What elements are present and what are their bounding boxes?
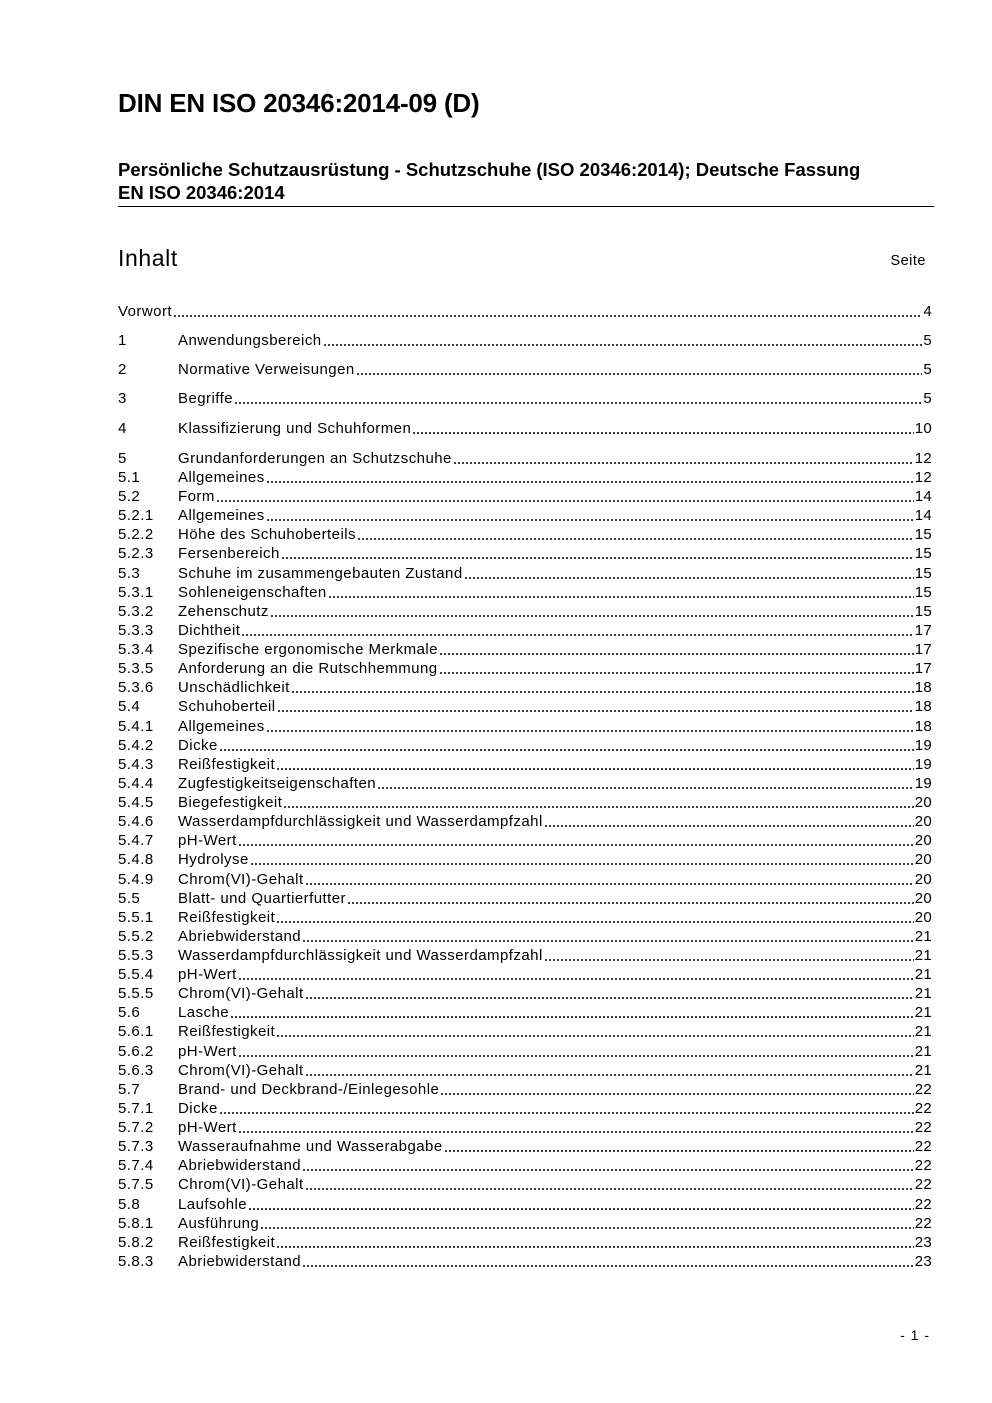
- toc-entry-title: Ausführung: [178, 1214, 260, 1232]
- toc-entry-page: 22: [914, 1157, 932, 1175]
- toc-entry-page: 21: [914, 947, 932, 964]
- toc-entry-number: 5.3.1: [118, 583, 154, 601]
- toc-entry[interactable]: [118, 697, 932, 716]
- toc-entry-title: Chrom(VI)-Gehalt: [178, 1061, 304, 1079]
- toc-entry-page: 17: [914, 641, 932, 659]
- toc-entry-page: 22: [914, 1214, 932, 1232]
- toc-dot-leader: [439, 672, 914, 674]
- toc-entry-title: Abriebwiderstand: [178, 1157, 302, 1175]
- toc-entry[interactable]: [118, 506, 932, 525]
- toc-entry[interactable]: [118, 389, 932, 408]
- toc-entry-number: 5.2: [118, 488, 141, 506]
- toc-dot-leader: [238, 1055, 914, 1057]
- toc-dot-leader: [412, 432, 913, 434]
- toc-entry-number: 5.7.3: [118, 1138, 154, 1156]
- toc-entry-title: Abriebwiderstand: [178, 1252, 302, 1270]
- toc-entry-number: 5.4.5: [118, 794, 154, 812]
- toc-entry-page: 20: [914, 908, 932, 926]
- toc-entry[interactable]: [118, 870, 932, 889]
- toc-entry-title: Brand- und Deckbrand-/Einlegesohle: [178, 1080, 440, 1098]
- toc-entry-title: Dichtheit: [178, 621, 241, 639]
- toc-entry-title: Dicke: [178, 736, 218, 754]
- toc-entry-number: 5.3.3: [118, 621, 154, 639]
- toc-dot-leader: [439, 653, 914, 655]
- toc-dot-leader: [444, 1150, 914, 1152]
- toc-entry-number: 5.7: [118, 1080, 141, 1098]
- toc-entry-page: 14: [914, 488, 932, 506]
- toc-dot-leader: [440, 1093, 913, 1095]
- toc-entry-number: 5.5.4: [118, 966, 154, 984]
- toc-entry-page: 17: [914, 660, 932, 678]
- toc-entry-page: 15: [914, 545, 932, 563]
- toc-entry[interactable]: [118, 736, 932, 755]
- toc-entry-number: 5.3: [118, 564, 141, 582]
- toc-entry-title: Grundanforderungen an Schutzschuhe: [178, 450, 452, 467]
- toc-entry-page: 21: [914, 985, 932, 1003]
- toc-entry-number: 3: [118, 390, 127, 407]
- toc-entry-number: 5.8.2: [118, 1233, 154, 1251]
- toc-dot-leader: [270, 615, 914, 617]
- toc-dot-leader: [238, 1131, 914, 1133]
- toc-entry[interactable]: [118, 1156, 932, 1175]
- toc-entry-title: Hydrolyse: [178, 851, 249, 869]
- toc-entry[interactable]: [118, 1061, 932, 1080]
- document-subtitle: [118, 158, 933, 204]
- toc-entry[interactable]: [118, 1214, 932, 1233]
- toc-entry[interactable]: [118, 331, 932, 350]
- toc-entry[interactable]: [118, 1195, 932, 1214]
- subtitle-line-1: Persönliche Schutzausrüstung - Schutzschuhe (ISO 20346:2014); Deutsche Fassung: [118, 159, 861, 180]
- toc-dot-leader: [302, 940, 914, 942]
- toc-entry-page: 18: [914, 717, 932, 735]
- toc-dot-leader: [238, 844, 914, 846]
- toc-dot-leader: [347, 902, 914, 904]
- toc-entry-title: Laufsohle: [178, 1195, 248, 1213]
- toc-dot-leader: [276, 1035, 914, 1037]
- toc-entry-title: Zehenschutz: [178, 602, 269, 620]
- toc-entry-title: pH-Wert: [178, 1042, 237, 1060]
- toc-entry-page: 15: [914, 602, 932, 620]
- toc-entry-title: pH-Wert: [178, 832, 237, 850]
- toc-dot-leader: [250, 863, 914, 865]
- toc-entry-title: Reißfestigkeit: [178, 908, 276, 926]
- toc-entry-page: 20: [914, 813, 932, 831]
- toc-entry-number: 5.3.4: [118, 641, 154, 659]
- toc-entry[interactable]: [118, 984, 932, 1003]
- toc-dot-leader: [305, 997, 914, 999]
- toc-dot-leader: [276, 1246, 914, 1248]
- toc-entry[interactable]: [118, 793, 932, 812]
- toc-entry-title: Klassifizierung und Schuhformen: [178, 420, 412, 437]
- document-title: DIN EN ISO 20346:2014-09 (D): [118, 88, 480, 118]
- toc-entry-title: Sohleneigenschaften: [178, 583, 327, 601]
- toc-entry-page: 19: [914, 755, 932, 773]
- toc-entry-page: 22: [914, 1195, 932, 1213]
- toc-entry[interactable]: [118, 659, 932, 678]
- toc-entry[interactable]: [118, 1080, 932, 1099]
- toc-entry-title: Chrom(VI)-Gehalt: [178, 870, 304, 888]
- toc-entry-number: 5.4.2: [118, 736, 154, 754]
- toc-entry[interactable]: [118, 583, 932, 602]
- toc-entry-title: Wasserdampfdurchlässigkeit und Wasserdampfzahl: [178, 947, 543, 964]
- toc-entry-number: 5.7.5: [118, 1176, 154, 1194]
- toc-entry-number: 5.7.4: [118, 1157, 154, 1175]
- toc-dot-leader: [305, 1074, 914, 1076]
- toc-entry-number: 5.6.3: [118, 1061, 154, 1079]
- toc-entry-title: Fersenbereich: [178, 545, 280, 563]
- toc-entry[interactable]: [118, 908, 932, 927]
- toc-entry[interactable]: [118, 487, 932, 506]
- toc-dot-leader: [266, 481, 914, 483]
- toc-entry-page: 21: [914, 927, 932, 945]
- toc-entry-number: 5: [118, 450, 127, 467]
- toc-entry[interactable]: [118, 602, 932, 621]
- toc-entry-title: Reißfestigkeit: [178, 1233, 276, 1251]
- toc-entry-number: 5.3.6: [118, 679, 154, 697]
- toc-entry-page: 20: [914, 889, 932, 907]
- toc-dot-leader: [241, 634, 913, 636]
- toc-entry[interactable]: [118, 850, 932, 869]
- toc-entry-number: 1: [118, 332, 127, 349]
- toc-entry-title: Schuhoberteil: [178, 698, 276, 716]
- toc-entry[interactable]: [118, 621, 932, 640]
- toc-entry-number: 2: [118, 361, 127, 378]
- toc-entry-title: Begriffe: [178, 390, 234, 407]
- toc-entry-title: Zugfestigkeitseigenschaften: [178, 774, 377, 792]
- toc-entry-title: Abriebwiderstand: [178, 927, 302, 945]
- toc-entry[interactable]: [118, 640, 932, 659]
- toc-dot-leader: [248, 1208, 914, 1210]
- toc-dot-leader: [544, 825, 914, 827]
- toc-entry-title: pH-Wert: [178, 1119, 237, 1137]
- toc-entry-title: Wasseraufnahme und Wasserabgabe: [178, 1138, 443, 1156]
- toc-entry-number: 5.1: [118, 469, 141, 486]
- toc-entry[interactable]: [118, 419, 932, 438]
- toc-entry-page: 17: [914, 621, 932, 639]
- toc-entry-page: 12: [914, 450, 932, 467]
- toc-entry-number: 5.4.6: [118, 813, 154, 831]
- toc-entry[interactable]: [118, 965, 932, 984]
- toc-entry-page: 18: [914, 698, 932, 716]
- toc-entry[interactable]: [118, 927, 932, 946]
- toc-dot-leader: [230, 1016, 914, 1018]
- subtitle-line-2: EN ISO 20346:2014: [118, 182, 285, 203]
- toc-dot-leader: [216, 500, 914, 502]
- toc-dot-leader: [302, 1169, 914, 1171]
- toc-entry-number: 5.4: [118, 698, 141, 716]
- toc-entry[interactable]: [118, 525, 932, 544]
- toc-entry-number: 5.2.2: [118, 526, 154, 544]
- toc-entry-title: Spezifische ergonomische Merkmale: [178, 641, 438, 659]
- toc-entry-number: 5.6: [118, 1004, 141, 1022]
- toc-entry-number: 5.8: [118, 1195, 141, 1213]
- toc-entry-number: 5.4.9: [118, 870, 154, 888]
- toc-dot-leader: [219, 1112, 914, 1114]
- toc-entry-page: 21: [914, 1061, 932, 1079]
- toc-entry-page: 12: [914, 469, 932, 486]
- toc-entry-title: Reißfestigkeit: [178, 1023, 276, 1041]
- toc-dot-leader: [305, 1188, 914, 1190]
- toc-entry-page: 4: [923, 303, 932, 320]
- toc-entry[interactable]: [118, 1137, 932, 1156]
- toc-entry-title: Anwendungsbereich: [178, 332, 322, 349]
- toc-entry[interactable]: [118, 1175, 932, 1194]
- toc-entry-number: 5.7.1: [118, 1099, 154, 1117]
- toc-entry-page: 19: [914, 736, 932, 754]
- toc-entry-number: 5.5: [118, 889, 141, 907]
- toc-dot-leader: [266, 730, 914, 732]
- toc-entry-number: 5.8.3: [118, 1252, 154, 1270]
- toc-entry-page: 20: [914, 832, 932, 850]
- toc-entry-page: 5: [923, 390, 932, 407]
- toc-dot-leader: [302, 1265, 914, 1267]
- toc-dot-leader: [283, 806, 913, 808]
- toc-entry-title: Allgemeines: [178, 717, 265, 735]
- title-divider: [118, 206, 934, 207]
- toc-entry[interactable]: [118, 831, 932, 850]
- toc-entry[interactable]: [118, 302, 932, 321]
- toc-entry-number: 5.4.3: [118, 755, 154, 773]
- toc-entry-number: 5.3.5: [118, 660, 154, 678]
- toc-entry-page: 15: [914, 583, 932, 601]
- toc-dot-leader: [276, 768, 914, 770]
- toc-entry-page: 22: [914, 1119, 932, 1137]
- toc-entry[interactable]: [118, 889, 932, 908]
- toc-entry-title: Chrom(VI)-Gehalt: [178, 985, 304, 1003]
- toc-dot-leader: [234, 402, 922, 404]
- toc-dot-leader: [357, 538, 914, 540]
- toc-page-column-label: Seite: [890, 253, 926, 269]
- toc-entry-number: 4: [118, 420, 127, 437]
- toc-entry-page: 23: [914, 1252, 932, 1270]
- toc-entry-title: Normative Verweisungen: [178, 361, 355, 378]
- toc-dot-leader: [291, 691, 914, 693]
- toc-dot-leader: [277, 710, 914, 712]
- toc-entry[interactable]: [118, 468, 932, 487]
- toc-entry[interactable]: [118, 812, 932, 831]
- toc-dot-leader: [328, 596, 914, 598]
- toc-entry-number: 5.5.2: [118, 927, 154, 945]
- toc-heading: Inhalt: [118, 245, 178, 271]
- toc-entry-title: Höhe des Schuhoberteils: [178, 526, 356, 544]
- toc-entry-page: 21: [914, 1042, 932, 1060]
- toc-entry[interactable]: [118, 1099, 932, 1118]
- toc-entry-page: 19: [914, 774, 932, 792]
- toc-dot-leader: [219, 749, 914, 751]
- toc-entry-title: Lasche: [178, 1004, 230, 1022]
- toc-entry-title: Schuhe im zusammengebauten Zustand: [178, 564, 463, 582]
- toc-entry[interactable]: [118, 1252, 932, 1271]
- toc-entry[interactable]: [118, 755, 932, 774]
- toc-entry-page: 21: [914, 1004, 932, 1022]
- toc-entry-title: Wasserdampfdurchlässigkeit und Wasserdampfzahl: [178, 813, 543, 831]
- toc-entry[interactable]: [118, 946, 932, 965]
- toc-entry-title: pH-Wert: [178, 966, 237, 984]
- toc-entry-page: 5: [923, 361, 932, 378]
- toc-entry-number: 5.4.7: [118, 832, 154, 850]
- toc-entry[interactable]: [118, 1003, 932, 1022]
- toc-entry-title: Chrom(VI)-Gehalt: [178, 1176, 304, 1194]
- toc-entry[interactable]: [118, 564, 932, 583]
- toc-dot-leader: [260, 1227, 913, 1229]
- toc-entry-title: Allgemeines: [178, 469, 265, 486]
- toc-dot-leader: [305, 883, 914, 885]
- toc-dot-leader: [323, 344, 923, 346]
- toc-entry-page: 22: [914, 1080, 932, 1098]
- toc-entry-number: 5.6.2: [118, 1042, 154, 1060]
- toc-entry-title: Reißfestigkeit: [178, 755, 276, 773]
- toc-dot-leader: [281, 557, 914, 559]
- toc-dot-leader: [173, 315, 922, 317]
- toc-entry[interactable]: [118, 449, 932, 468]
- toc-entry-page: 21: [914, 1023, 932, 1041]
- page-number: - 1 -: [900, 1327, 930, 1343]
- toc-entry[interactable]: [118, 717, 932, 736]
- toc-dot-leader: [544, 959, 914, 961]
- toc-entry-page: 14: [914, 507, 932, 525]
- toc-dot-leader: [377, 787, 914, 789]
- toc-entry-number: 5.4.4: [118, 774, 154, 792]
- toc-entry[interactable]: [118, 1233, 932, 1252]
- toc-entry-title: Biegefestigkeit: [178, 794, 283, 812]
- toc-entry-page: 22: [914, 1138, 932, 1156]
- toc-entry-page: 21: [914, 966, 932, 984]
- toc-dot-leader: [276, 921, 914, 923]
- toc-entry-title: Vorwort: [118, 303, 173, 320]
- toc-entry-page: 20: [914, 851, 932, 869]
- toc-entry-number: 5.4.1: [118, 717, 154, 735]
- toc-entry-page: 15: [914, 526, 932, 544]
- toc-entry-title: Unschädlichkeit: [178, 679, 290, 697]
- toc-entry-page: 22: [914, 1176, 932, 1194]
- toc-entry[interactable]: [118, 1022, 932, 1041]
- toc-entry-number: 5.5.3: [118, 947, 154, 964]
- toc-entry[interactable]: [118, 774, 932, 793]
- toc-entry[interactable]: [118, 544, 932, 563]
- toc-entry-page: 20: [914, 870, 932, 888]
- toc-entry[interactable]: [118, 1042, 932, 1061]
- toc-dot-leader: [464, 577, 914, 579]
- toc-entry[interactable]: [118, 1118, 932, 1137]
- toc-entry[interactable]: [118, 678, 932, 697]
- toc-entry-number: 5.7.2: [118, 1119, 154, 1137]
- toc-entry-title: Allgemeines: [178, 507, 265, 525]
- toc-dot-leader: [356, 373, 923, 375]
- toc-entry-page: 5: [923, 332, 932, 349]
- toc-entry-number: 5.3.2: [118, 602, 154, 620]
- toc-entry-page: 18: [914, 679, 932, 697]
- toc-entry-title: Dicke: [178, 1099, 218, 1117]
- toc-dot-leader: [266, 519, 914, 521]
- toc-entry-page: 10: [914, 420, 932, 437]
- toc-entry-title: Form: [178, 488, 215, 506]
- toc-entry-number: 5.5.5: [118, 985, 154, 1003]
- toc-entry-page: 15: [914, 564, 932, 582]
- toc-dot-leader: [238, 978, 914, 980]
- toc-entry-number: 5.6.1: [118, 1023, 154, 1041]
- toc-entry-number: 5.4.8: [118, 851, 154, 869]
- toc-entry-number: 5.5.1: [118, 908, 154, 926]
- toc-entry[interactable]: [118, 360, 932, 379]
- toc-entry-number: 5.2.1: [118, 507, 154, 525]
- toc-entry-title: Anforderung an die Rutschhemmung: [178, 660, 438, 678]
- toc-entry-page: 22: [914, 1099, 932, 1117]
- toc-entry-number: 5.2.3: [118, 545, 154, 563]
- toc-entry-page: 23: [914, 1233, 932, 1251]
- toc-entry-title: Blatt- und Quartierfutter: [178, 889, 346, 907]
- toc-dot-leader: [453, 462, 914, 464]
- toc-entry-number: 5.8.1: [118, 1214, 154, 1232]
- toc-entry-page: 20: [914, 794, 932, 812]
